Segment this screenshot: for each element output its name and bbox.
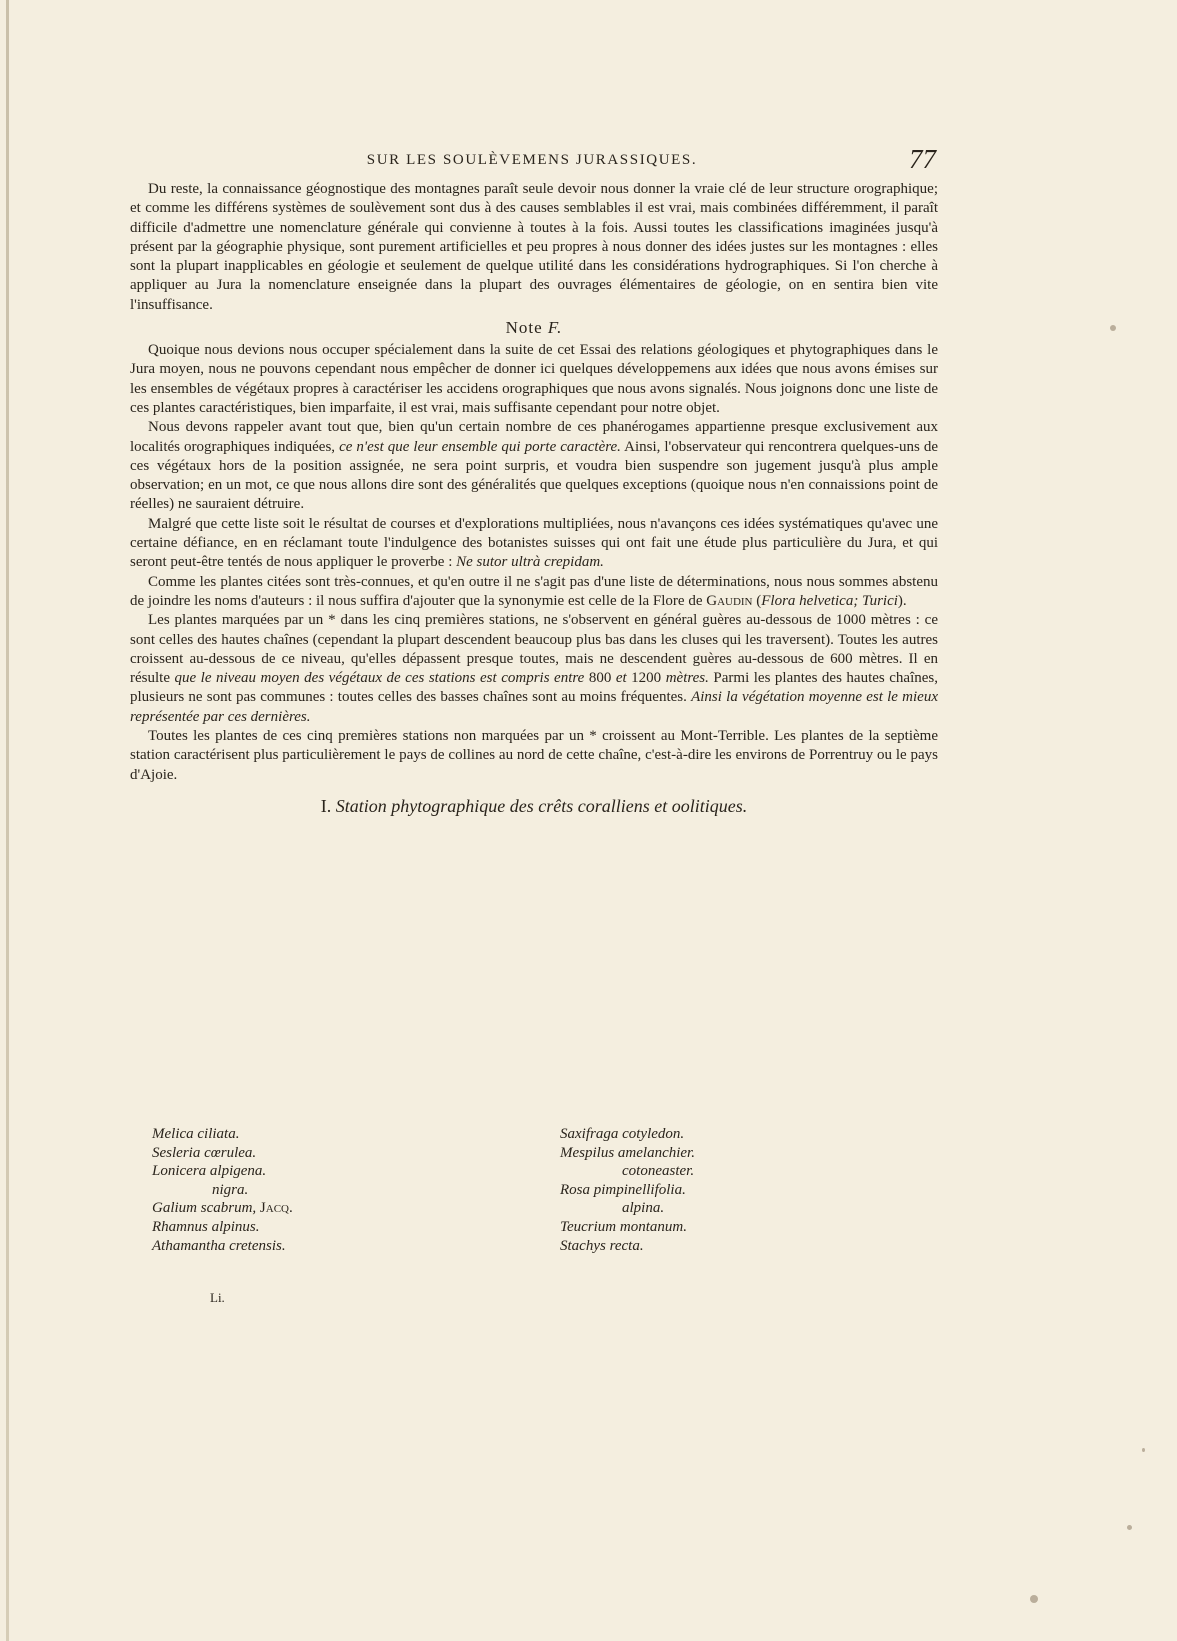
species-name: Saxifraga cotyledon. bbox=[560, 1126, 685, 1142]
foxing-spot bbox=[1127, 1525, 1132, 1530]
species-item bbox=[560, 1162, 820, 1181]
paragraph-intro: Du reste, la connaissance géognostique des montagnes paraît seule devoir nous donner la vraie clé de leur structure orographique; et comme les différens systèmes de soulèvement sont dus à des causes semblables il est vrai, mais combinées différemment, il paraît difficile d'admettre une nomenclature générale qui convienne à toutes à la fois. Aussi toutes les classifications imaginées jusqu'à présent par la géographie physique, sont purement artificielles et peu propres à nous donner des idées justes sur les montagnes : elles sont la plupart inapplicables en géologie et seulement de quelque utilité dans les considérations hydrographiques. Si l'on cherche à appliquer au Jura la nomenclature enseignée dans la plupart des ouvrages élémentaires de géologie, on en sentira bien vite l'insuffisance. bbox=[130, 181, 938, 313]
species-item bbox=[560, 1237, 820, 1256]
paragraph-comme bbox=[130, 573, 938, 612]
foxing-spot bbox=[1142, 1448, 1145, 1452]
foxing-spot bbox=[1110, 325, 1116, 331]
paragraph-text: Parmi les plantes des hautes chaînes, plusieurs ne sont pas communes : toutes celles des basses chaînes sont au moins fréquentes. bbox=[130, 670, 938, 706]
species-item bbox=[152, 1218, 452, 1237]
paragraph-text: ( bbox=[752, 592, 762, 609]
species-name: cotoneaster. bbox=[622, 1163, 695, 1180]
paragraph-text: Ainsi, l'observateur qui rencontrera quelques-uns de ces végétaux hors de la position assignée, ne sera point surpris, et voudra bien suspendre son jugement jusqu'à plus ample observation; en un mot, ce que nous allons dire sont des généralités que quelques exceptions (quoique nous n'en connaissions point de réelles) ne sauraient détruire. bbox=[130, 438, 939, 513]
emphasis-text: Ainsi la végétation moyenne est le mieux représentée par ces dernières. bbox=[130, 689, 938, 725]
book-title: Flora helvetica; Turici bbox=[761, 592, 898, 609]
paragraph-text: 1200 bbox=[626, 670, 666, 687]
paragraph-malgre bbox=[130, 515, 938, 573]
paragraph-quoique: Quoique nous devions nous occuper spécialement dans la suite de cet Essai des relations géologiques et phytographiques dans le Jura moyen, nous ne pouvons cependant nous empêcher de donner ici quelques développemens aux idées que nous avons émises sur les ensembles de végétaux propres à caractériser les accidens orographiques que nous avons signalés. Nous joignons donc une liste de ces plantes caractéristiques, bien imparfaite, il est vrai, mais suffisante cependant pour notre objet. bbox=[130, 342, 938, 416]
catchword: Li. bbox=[210, 1290, 225, 1305]
note-label: Note bbox=[505, 318, 543, 338]
paragraph-toutes: Toutes les plantes de ces cinq premières stations non marquées par un * croissent au Mont-Terrible. Les plantes de la septième station caractérisent plus particulièrement le pays de collines au nord de cette chaîne, c'est-à-dire les environs de Porrentruy ou le pays d'Ajoie. bbox=[130, 728, 938, 783]
species-name: nigra. bbox=[212, 1181, 249, 1198]
species-author: Jacq. bbox=[259, 1200, 293, 1217]
species-name: alpina. bbox=[622, 1200, 665, 1217]
species-item bbox=[152, 1237, 452, 1256]
paragraph-text: Les plantes marquées par un * dans les cinq premières stations, ne s'observent en général guères au-dessous de 1000 mètres : ce sont celles des hautes chaînes (cependant la plupart descendent beaucoup plus bas dans les cluses qui les traversent). Toutes les autres croissent au-dessous de ce niveau, qu'elles dépassent presque toutes, mais ne descendent guères au-dessous de 600 mètres. Il en résulte bbox=[130, 612, 938, 687]
station-heading bbox=[130, 793, 938, 819]
emphasis-text: ce n'est que leur ensemble qui porte caractère. bbox=[339, 438, 621, 455]
page-edge bbox=[6, 0, 9, 1641]
running-head: SUR LES SOULÈVEMENS JURASSIQUES. bbox=[366, 152, 698, 168]
species-item bbox=[560, 1199, 820, 1218]
species-item bbox=[152, 1125, 452, 1144]
species-item bbox=[560, 1144, 820, 1163]
species-item bbox=[152, 1144, 452, 1163]
species-name: Melica ciliata. bbox=[152, 1126, 240, 1142]
author-name: Gaudin bbox=[706, 592, 753, 609]
station-title: Station phytographique des crêts coralliens et oolitiques. bbox=[335, 795, 748, 816]
species-name: Lonicera alpigena. bbox=[152, 1163, 267, 1180]
paragraph-text: Nous devons rappeler avant tout que, bien qu'un certain nombre de ces phanérogames appartienne presque exclusivement aux localités orographiques indiquées, bbox=[130, 419, 938, 455]
page-number: 77 bbox=[909, 144, 936, 174]
paragraph-text: Comme les plantes citées sont très-connues, et qu'en outre il ne s'agit pas d'une liste de déterminations, nous nous sommes abstenu de joindre les noms d'auteurs : il nous suffira d'ajouter que la synonymie est celle de la Flore de bbox=[130, 573, 938, 609]
page-header bbox=[128, 146, 936, 176]
paragraph-plantes-marquees bbox=[130, 611, 938, 727]
note-heading bbox=[130, 315, 938, 341]
species-name: Mespilus amelanchier. bbox=[560, 1144, 695, 1161]
paragraph-text: Malgré que cette liste soit le résultat de courses et d'explorations multipliées, nous n'avançons ces idées systématiques qu'avec une certaine défiance, en en réclamant toute l'indulgence des botanistes suisses qui ont fait une étude plus particulière du Jura, et qui seront peut-être tentés de nous appliquer le proverbe : bbox=[130, 515, 938, 571]
proverb-text: Ne sutor ultrà crepidam. bbox=[456, 554, 604, 571]
species-column-left bbox=[152, 1125, 452, 1255]
species-column-right bbox=[560, 1125, 820, 1255]
species-item bbox=[152, 1199, 452, 1218]
species-item bbox=[560, 1181, 820, 1200]
species-item bbox=[152, 1162, 452, 1181]
foxing-spot bbox=[1030, 1595, 1038, 1603]
species-name: Teucrium montanum. bbox=[560, 1218, 687, 1235]
emphasis-text: que le niveau moyen des végétaux de ces stations est compris entre bbox=[174, 670, 585, 687]
species-item bbox=[560, 1218, 820, 1237]
species-name: Rosa pimpinellifolia. bbox=[560, 1181, 686, 1198]
paragraph-text: ). bbox=[897, 592, 907, 609]
body-text bbox=[130, 180, 938, 823]
species-name: Sesleria cœrulea. bbox=[152, 1144, 257, 1161]
species-item bbox=[152, 1181, 452, 1200]
paragraph-text: 800 bbox=[584, 670, 616, 687]
species-name: Athamantha cretensis. bbox=[152, 1237, 286, 1254]
emphasis-text: mètres. bbox=[665, 670, 709, 687]
station-numeral: I. bbox=[320, 795, 332, 816]
species-name: Stachys recta. bbox=[560, 1237, 644, 1254]
emphasis-text: et bbox=[615, 670, 627, 687]
note-letter: F. bbox=[547, 318, 563, 338]
species-item bbox=[560, 1125, 820, 1144]
species-name: Rhamnus alpinus. bbox=[152, 1218, 260, 1235]
species-name: Galium scabrum, bbox=[152, 1200, 260, 1217]
paragraph-rappeler bbox=[130, 418, 938, 514]
